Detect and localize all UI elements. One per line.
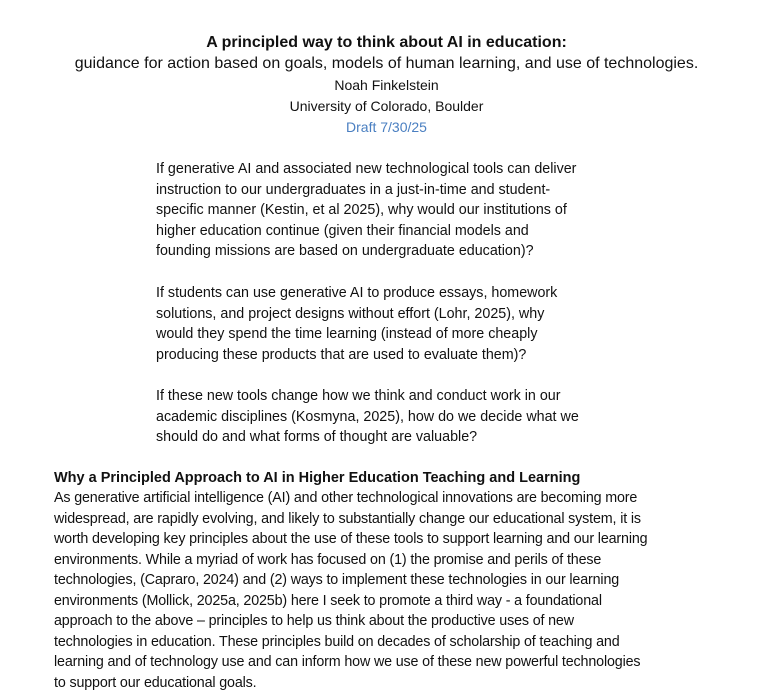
document-title: A principled way to think about AI in education: bbox=[0, 33, 773, 53]
text-line: solutions, and project designs without effort (Lohr, 2025), why bbox=[156, 304, 636, 325]
text-line: technologies in education. These principles build on decades of scholarship of teaching and bbox=[54, 632, 766, 653]
section-heading: Why a Principled Approach to AI in Higher Education Teaching and Learning bbox=[54, 468, 766, 488]
text-line: approach to the above – principles to help us think about the productive uses of new bbox=[54, 611, 766, 632]
text-line: would they spend the time learning (instead of more cheaply bbox=[156, 324, 636, 345]
section-body bbox=[54, 488, 766, 693]
author-affiliation: University of Colorado, Boulder bbox=[0, 97, 773, 115]
draft-date: Draft 7/30/25 bbox=[0, 118, 773, 136]
text-line: specific manner (Kestin, et al 2025), why would our institutions of bbox=[156, 200, 636, 221]
text-line: learning and of technology use and can inform how we use of these new powerful technologies bbox=[54, 652, 766, 673]
text-line: worth developing key principles about the use of these tools to support learning and our learning bbox=[54, 529, 766, 550]
text-line: instruction to our undergraduates in a just-in-time and student- bbox=[156, 180, 636, 201]
text-line: to support our educational goals. bbox=[54, 673, 766, 693]
text-line: technologies, (Capraro, 2024) and (2) ways to implement these technologies in our learning bbox=[54, 570, 766, 591]
author-name: Noah Finkelstein bbox=[0, 76, 773, 94]
text-line: founding missions are based on undergraduate education)? bbox=[156, 241, 636, 262]
text-line: producing these products that are used to evaluate them)? bbox=[156, 345, 636, 366]
text-line: widespread, are rapidly evolving, and likely to substantially change our educational system, it is bbox=[54, 509, 766, 530]
question-paragraph-2 bbox=[156, 283, 636, 365]
text-line: If these new tools change how we think and conduct work in our bbox=[156, 386, 636, 407]
text-line: higher education continue (given their financial models and bbox=[156, 221, 636, 242]
question-paragraph-1 bbox=[156, 159, 636, 262]
question-paragraph-3 bbox=[156, 386, 636, 448]
text-line: academic disciplines (Kosmyna, 2025), how do we decide what we bbox=[156, 407, 636, 428]
text-line: should do and what forms of thought are valuable? bbox=[156, 427, 636, 448]
document-subtitle: guidance for action based on goals, models of human learning, and use of technologies. bbox=[0, 54, 773, 74]
text-line: environments (Mollick, 2025a, 2025b) here I seek to promote a third way - a foundational bbox=[54, 591, 766, 612]
text-line: If generative AI and associated new technological tools can deliver bbox=[156, 159, 636, 180]
text-line: As generative artificial intelligence (AI) and other technological innovations are becoming more bbox=[54, 488, 766, 509]
text-line: If students can use generative AI to produce essays, homework bbox=[156, 283, 636, 304]
section-why-principled-approach bbox=[54, 468, 766, 693]
text-line: environments. While a myriad of work has focused on (1) the promise and perils of these bbox=[54, 550, 766, 571]
